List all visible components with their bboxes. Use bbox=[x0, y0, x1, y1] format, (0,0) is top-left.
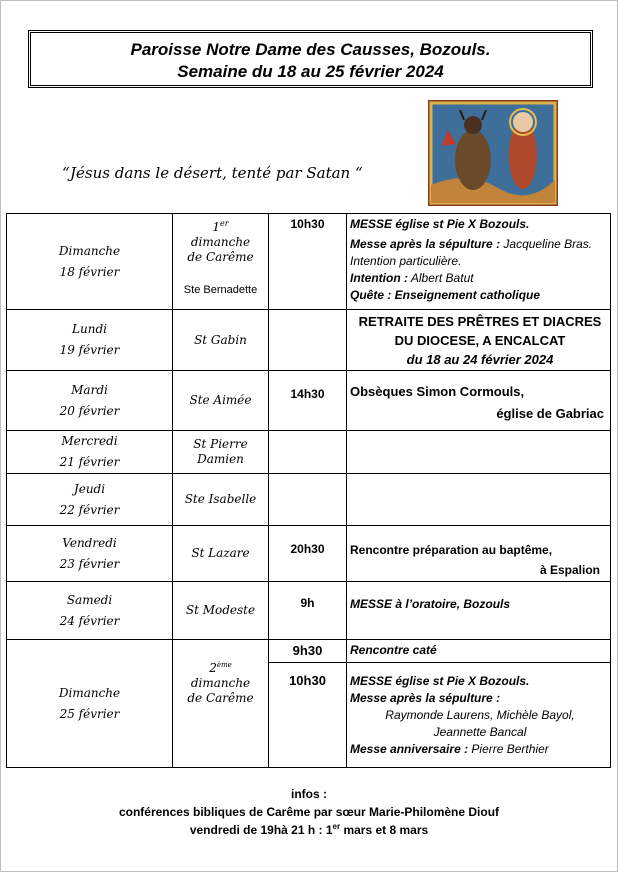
header-box bbox=[28, 30, 593, 88]
activity-value: Enseignement catholique bbox=[391, 288, 541, 302]
footer-dates-text: vendredi de 19hà 21 h : 1 bbox=[189, 823, 333, 837]
saint-line: Damien bbox=[197, 452, 244, 466]
day-name: Mercredi bbox=[61, 434, 118, 448]
saint-line: dimanche bbox=[190, 676, 251, 690]
saint-line: de Carême bbox=[187, 691, 254, 705]
activity-value: Jacqueline Bras. bbox=[500, 237, 593, 251]
day-cell bbox=[7, 214, 173, 310]
activity-line: MESSE église st Pie X Bozouls. bbox=[350, 217, 530, 231]
saint-cell bbox=[173, 640, 269, 768]
activity-label: Messe anniversaire : bbox=[350, 742, 469, 756]
day-name: Jeudi bbox=[73, 481, 106, 496]
activity-line: Raymonde Laurens, Michèle Bayol, bbox=[385, 708, 575, 722]
saint-name: Ste Bernadette bbox=[183, 284, 258, 296]
saint-line: dimanche bbox=[190, 235, 251, 249]
time-cell: 9h bbox=[269, 582, 347, 640]
sunday-number: 2 bbox=[209, 661, 217, 675]
activity-label: Messe après la sépulture : bbox=[350, 691, 501, 705]
day-date: 24 février bbox=[59, 613, 120, 628]
gospel-quote: “Jésus dans le désert, tenté par Satan “ bbox=[62, 164, 363, 182]
activity-cell bbox=[347, 474, 611, 526]
activity-cell bbox=[347, 431, 611, 474]
schedule-row bbox=[7, 640, 611, 768]
schedule-row bbox=[7, 474, 611, 526]
activity-line: MESSE église st Pie X Bozouls. bbox=[350, 674, 530, 688]
activity-cell bbox=[347, 582, 611, 640]
time-cell: 14h30 bbox=[269, 371, 347, 431]
time-cell bbox=[269, 640, 347, 768]
day-cell bbox=[7, 582, 173, 640]
saint-cell: St Gabin bbox=[173, 310, 269, 371]
activity-line: du 18 au 24 février 2024 bbox=[406, 352, 554, 367]
day-date: 22 février bbox=[59, 502, 120, 517]
saint-cell: Ste Isabelle bbox=[173, 474, 269, 526]
time-value: 10h30 bbox=[289, 673, 326, 688]
weekly-schedule-table bbox=[6, 213, 611, 768]
day-name: Dimanche bbox=[58, 685, 121, 700]
activity-line: MESSE à l’oratoire, Bozouls bbox=[350, 597, 511, 611]
day-cell bbox=[7, 640, 173, 768]
day-name: Vendredi bbox=[62, 535, 117, 550]
footer-infos-label: infos : bbox=[291, 787, 327, 801]
activity-cell bbox=[347, 214, 611, 310]
time-cell: 20h30 bbox=[269, 526, 347, 582]
sunday-suffix: ème bbox=[216, 661, 232, 669]
day-date: 21 février bbox=[59, 455, 120, 469]
saint-line: de Carême bbox=[187, 250, 254, 264]
footer-dates-text: mars et 8 mars bbox=[340, 823, 429, 837]
day-cell bbox=[7, 526, 173, 582]
saint-cell: St Modeste bbox=[173, 582, 269, 640]
activity-line: DU DIOCESE, A ENCALCAT bbox=[394, 333, 566, 348]
schedule-row bbox=[7, 526, 611, 582]
day-name: Dimanche bbox=[58, 243, 121, 258]
sunday-number: 1 bbox=[212, 220, 221, 234]
schedule-row bbox=[7, 214, 611, 310]
day-cell bbox=[7, 371, 173, 431]
time-cell bbox=[269, 431, 347, 474]
activity-cell bbox=[347, 310, 611, 371]
day-name: Lundi bbox=[72, 322, 107, 336]
activity-line: Jeannette Bancal bbox=[433, 725, 527, 739]
activity-line: Intention particulière. bbox=[350, 254, 462, 268]
time-value: 9h30 bbox=[269, 640, 346, 663]
saint-cell bbox=[173, 214, 269, 310]
activity-cell bbox=[347, 371, 611, 431]
activity-value: Pierre Berthier bbox=[468, 742, 549, 756]
saint-line: St Pierre bbox=[193, 437, 248, 451]
week-title: Semaine du 18 au 25 février 2024 bbox=[177, 62, 444, 81]
activity-line: Rencontre caté bbox=[347, 640, 610, 663]
saint-cell bbox=[173, 431, 269, 474]
activity-line: Obsèques Simon Cormouls, bbox=[350, 384, 525, 399]
schedule-row bbox=[7, 371, 611, 431]
day-date: 25 février bbox=[59, 706, 120, 721]
day-cell bbox=[7, 310, 173, 371]
activity-value: Albert Batut bbox=[407, 271, 474, 285]
time-cell bbox=[269, 310, 347, 371]
day-cell bbox=[7, 431, 173, 474]
day-name: Samedi bbox=[66, 592, 113, 607]
activity-line: église de Gabriac bbox=[496, 406, 604, 421]
temptation-illustration bbox=[428, 100, 558, 206]
schedule-row bbox=[7, 310, 611, 371]
activity-label: Intention : bbox=[350, 271, 408, 285]
activity-cell bbox=[347, 640, 611, 768]
footer-dates bbox=[0, 822, 618, 837]
day-date: 20 février bbox=[59, 403, 120, 418]
sunday-suffix: er bbox=[220, 219, 229, 228]
activity-cell bbox=[347, 526, 611, 582]
day-name: Mardi bbox=[71, 382, 108, 397]
saint-cell: Ste Aimée bbox=[173, 371, 269, 431]
day-date: 18 février bbox=[59, 264, 120, 279]
activity-label: Quête : bbox=[350, 288, 392, 302]
parish-title: Paroisse Notre Dame des Causses, Bozouls. bbox=[130, 40, 491, 59]
activity-label: Messe après la sépulture : bbox=[350, 237, 501, 251]
footer-conferences: conférences bibliques de Carême par sœur Marie-Philomène Diouf bbox=[118, 805, 500, 819]
activity-line: à Espalion bbox=[539, 563, 600, 577]
schedule-row bbox=[7, 431, 611, 474]
activity-line: Rencontre préparation au baptême, bbox=[350, 543, 553, 557]
saint-cell: St Lazare bbox=[173, 526, 269, 582]
activity-line: RETRAITE DES PRÊTRES ET DIACRES bbox=[358, 314, 602, 329]
day-date: 19 février bbox=[59, 343, 120, 357]
time-cell bbox=[269, 474, 347, 526]
day-cell bbox=[7, 474, 173, 526]
day-date: 23 février bbox=[59, 556, 120, 571]
footer-dates-suffix: er bbox=[332, 822, 341, 831]
time-cell: 10h30 bbox=[269, 214, 347, 310]
schedule-row bbox=[7, 582, 611, 640]
